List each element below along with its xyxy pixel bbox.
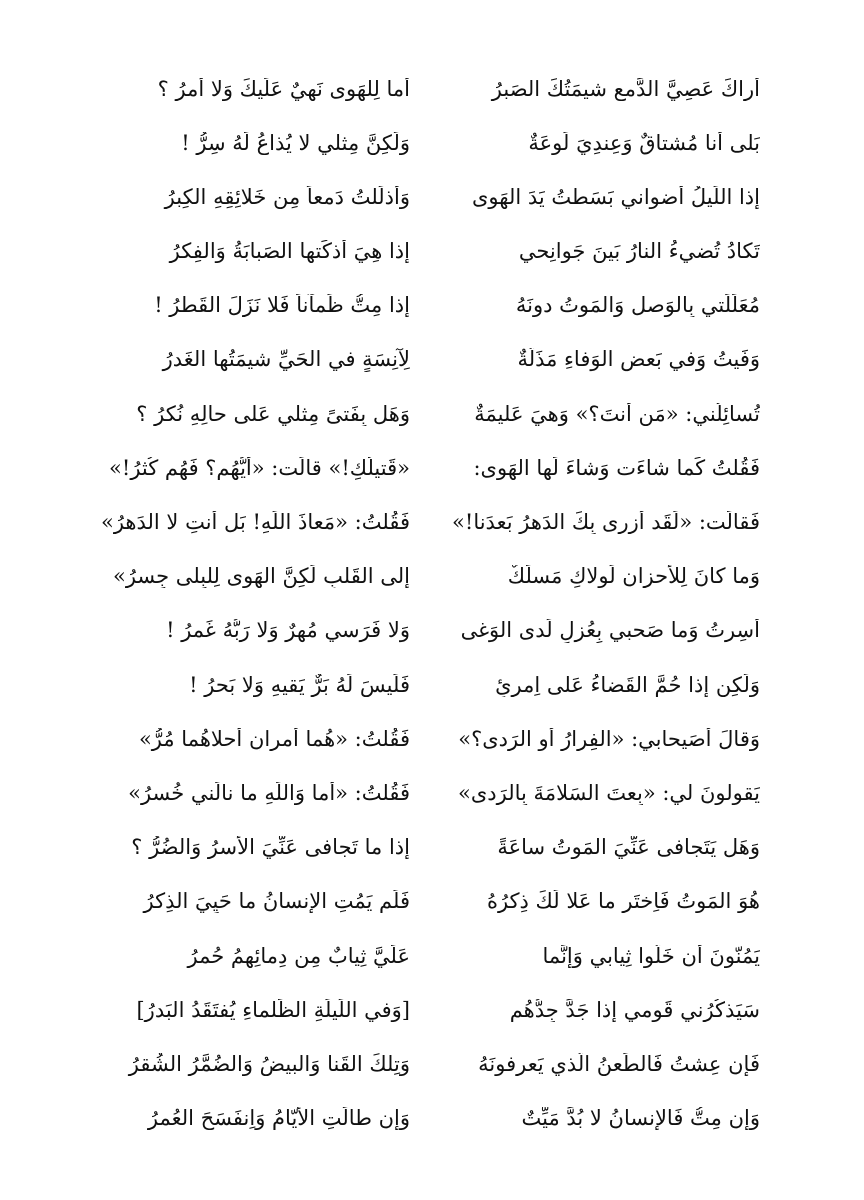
second-hemistich: عَلَيَّ ثِيابٌ مِن دِمائِهِمُ حُمرُ [187,944,410,968]
verse [90,1092,760,1146]
second-hemistich: وَتِلكَ القَنا وَالبيضُ وَالضُمَّرُ الشُقرُ [128,1052,410,1076]
second-hemistich: إِلى القَلبِ لَكِنَّ الهَوى لِلبِلى جِسرُ» [112,565,410,589]
verse [90,658,760,712]
verse [90,62,760,116]
second-hemistich: «قَتيلُكِ!» قالَت: «أَيُّهُم؟ فَهُم كُثرُ!» [109,456,410,480]
verse [90,604,760,658]
second-hemistich: وَلَكِنَّ مِثلي لا يُذاعُ لَهُ سِرُّ ! [181,131,410,155]
second-hemistich: أَما لِلهَوى نَهيٌ عَلَيكَ وَلا أَمرُ ؟ [157,77,410,101]
verse [90,279,760,333]
verse [90,550,760,604]
verse [90,333,760,387]
first-hemistich: فَقُلتُ كَما شاءَت وَشاءَ لَها الهَوى: [473,456,760,480]
verse [90,441,760,495]
second-hemistich: وَلا فَرَسي مُهرٌ وَلا رَبُّهُ غَمرُ ! [166,619,410,643]
first-hemistich: أُسِرتُ وَما صَحبي بِعُزلٍ لَدى الوَغى [460,619,760,643]
verse [90,496,760,550]
second-hemistich: فَقُلتُ: «أَما وَاللَهِ ما نالَني خُسرُ» [128,781,410,805]
first-hemistich: مُعَلِّلَتي بِالوَصلِ وَالمَوتُ دونَهُ [515,294,760,318]
verse [90,875,760,929]
first-hemistich: تَكادُ تُضيءُ النارُ بَينَ جَوانِحي [518,240,760,264]
second-hemistich: فَقُلتُ: «هُما أَمرانِ أَحلاهُما مُرُّ» [138,727,410,751]
verse [90,929,760,983]
first-hemistich: وَفَيتُ وَفي بَعضِ الوَفاءِ مَذَلَّةٌ [517,348,760,372]
first-hemistich: أَراكَ عَصِيَّ الدَّمعِ شيمَتُكَ الصَبرُ [491,77,760,101]
first-hemistich: فَقالَت: «لَقَد أَزرى بِكَ الدَهرُ بَعدَنا!» [452,511,760,535]
second-hemistich: وَإِن طالَتِ الأَيّامُ وَاِنفَسَحَ العُمرُ [147,1107,410,1131]
second-hemistich: وَأَذلَلتُ دَمعاً مِن خَلائِقِهِ الكِبرُ [164,185,410,209]
first-hemistich: يَقولونَ لي: «بِعتَ السَلامَةَ بِالرَدى» [458,781,760,805]
first-hemistich: تُسائِلُني: «مَن أَنتَ؟» وَهيَ عَليمَةٌ [474,402,760,426]
verse [90,766,760,820]
first-hemistich: يَمُنّونَ أَن خَلّوا ثِيابي وَإِنَّما [542,944,760,968]
second-hemistich: إِذا مِتُّ ظَمآناً فَلا نَزَلَ القَطرُ ! [154,294,410,318]
first-hemistich: سَيَذكُرُني قَومي إِذا جَدَّ جِدُّهُم [509,998,760,1022]
first-hemistich: وَقالَ أُصَيحابي: «الفِرارُ أَوِ الرَدى؟» [458,727,760,751]
first-hemistich: وَهَل يَتَجافى عَنِّيَ المَوتُ ساعَةً [497,836,760,860]
second-hemistich: لِآنِسَةٍ في الحَيِّ شيمَتُها الغَدرُ [162,348,410,372]
second-hemistich: وَهَل بِفَتىً مِثلي عَلى حالِهِ نُكرُ ؟ [136,402,410,426]
first-hemistich: وَلَكِن إِذا حُمَّ القَضاءُ عَلى اِمرِئٍ [495,673,760,697]
verse [90,225,760,279]
second-hemistich: فَلَم يَمُتِ الإِنسانُ ما حَيِيَ الذِكرُ [143,890,410,914]
second-hemistich: فَقُلتُ: «مَعاذَ اللَهِ! بَل أَنتِ لا الدَهرُ» [100,511,410,535]
first-hemistich: فَإِن عِشتُ فَالطَعنُ الَّذي يَعرِفونَهُ [478,1052,760,1076]
verse [90,387,760,441]
second-hemistich: إِذا ما تَجافى عَنِّيَ الأَسرُ وَالضُرُّ ؟ [131,836,410,860]
first-hemistich: إِذا اللَيلُ أَضواني بَسَطتُ يَدَ الهَوى [471,185,760,209]
verse [90,1037,760,1091]
first-hemistich: بَلى أَنا مُشتاقٌ وَعِندِيَ لَوعَةٌ [528,131,760,155]
first-hemistich: وَما كانَ لِلأَحزانِ لَولاكِ مَسلَكٌ [507,565,760,589]
verse [90,170,760,224]
poem-body [90,62,760,1146]
second-hemistich: [وَفي اللَيلَةِ الظَلماءِ يُفتَقَدُ البَدرُ] [136,998,410,1022]
verse [90,116,760,170]
verse [90,983,760,1037]
verse [90,821,760,875]
first-hemistich: هُوَ المَوتُ فَاِختَر ما عَلا لَكَ ذِكرُهُ [486,890,760,914]
verse [90,712,760,766]
second-hemistich: فَلَيسَ لَهُ بَرٌّ يَقيهِ وَلا بَحرُ ! [189,673,410,697]
first-hemistich: وَإِن مِتُّ فَالإِنسانُ لا بُدَّ مَيِّتٌ [521,1107,760,1131]
second-hemistich: إِذا هِيَ أَذكَتها الصَبابَةُ وَالفِكرُ [169,240,410,264]
